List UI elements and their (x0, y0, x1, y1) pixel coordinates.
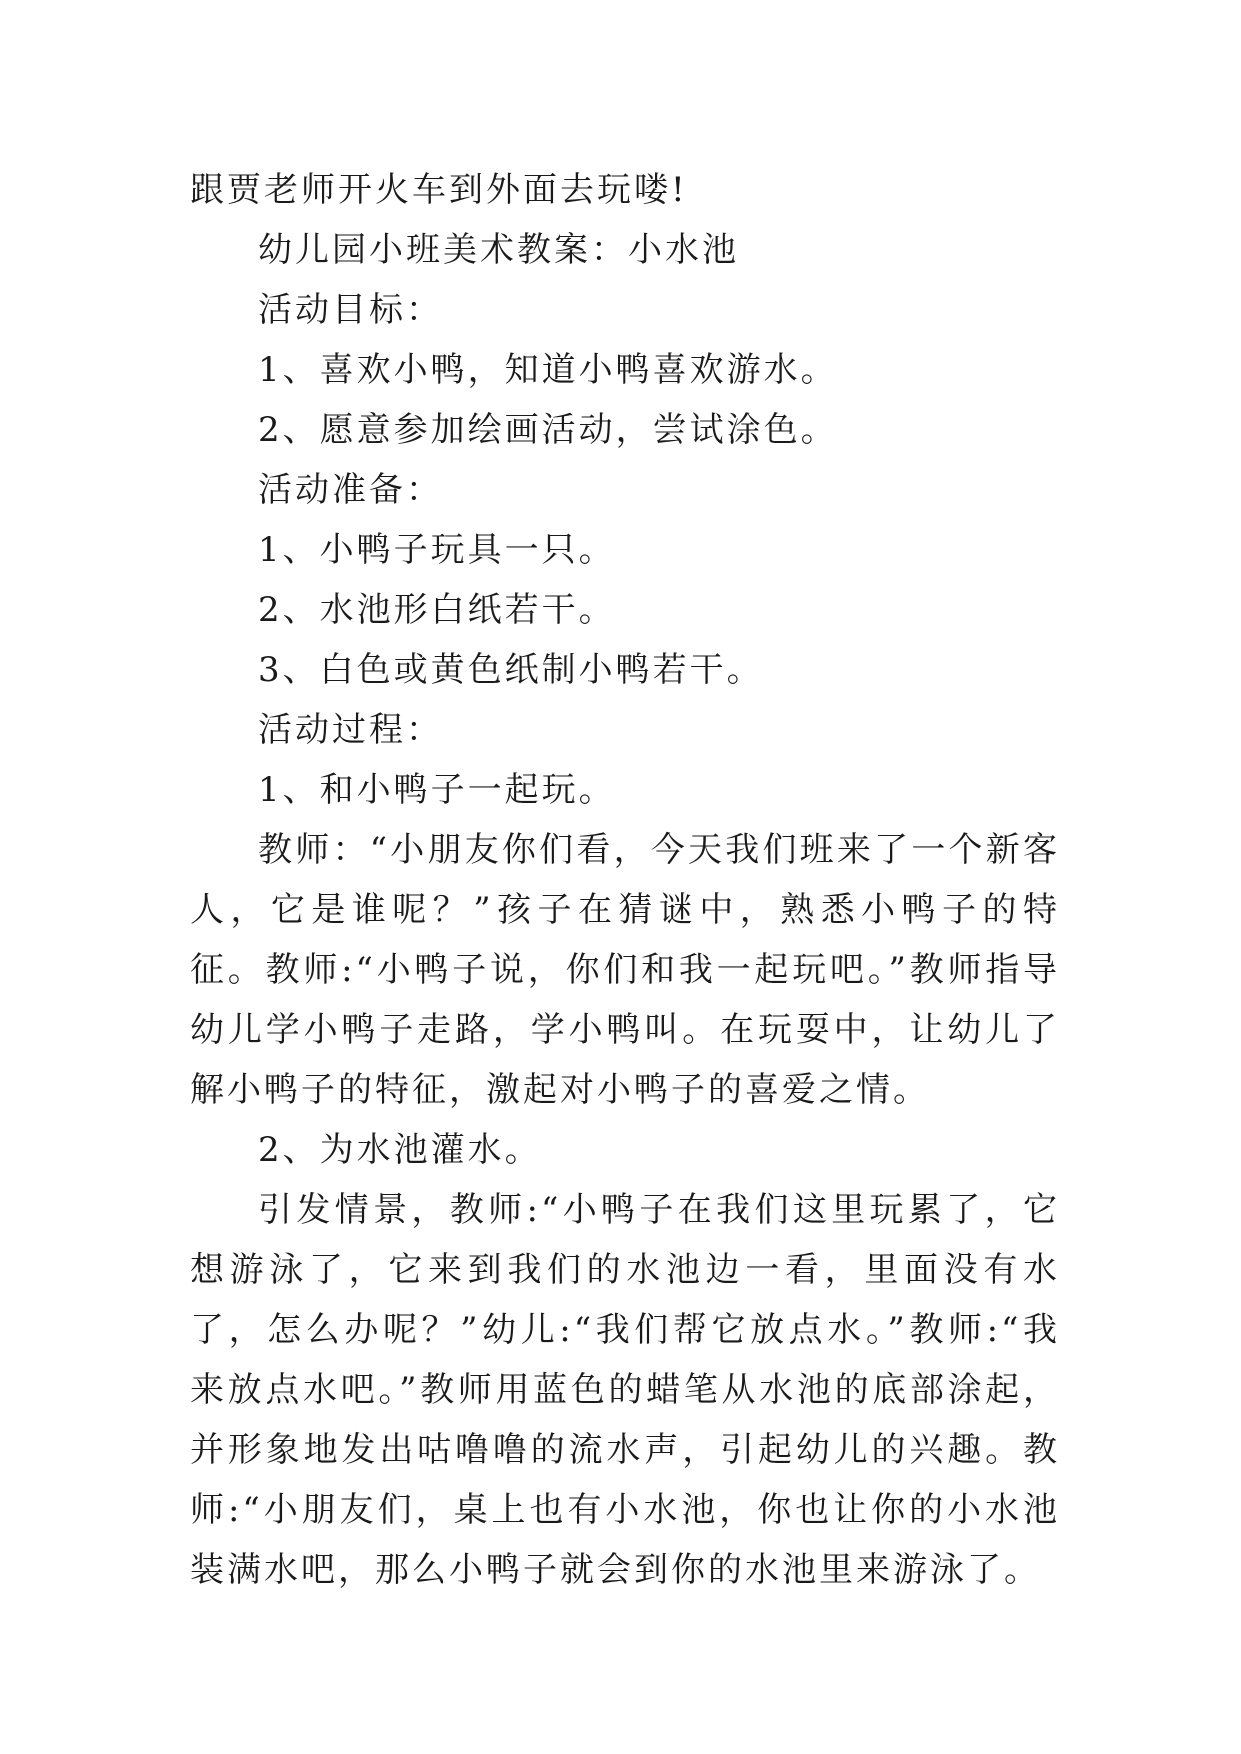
paragraph-continuation: 跟贾老师开火车到外面去玩喽! (190, 170, 688, 210)
section-heading-process: 活动过程： (258, 710, 443, 750)
preparation-item-1: 1、小鸭子玩具一只。 (258, 530, 616, 570)
process-step-2: 2、为水池灌水。 (258, 1130, 542, 1170)
preparation-item-2: 2、水池形白纸若干。 (258, 590, 616, 630)
process-step-1-body: 教师：“小朋友你们看，今天我们班来了一个新客人，它是谁呢？”孩子在猜谜中，熟悉小鸭子的特征。教师:“小鸭子说，你们和我一起玩吧。”教师指导幼儿学小鸭子走路，学小鸭叫。在玩耍中，让幼儿了解小鸭子的特征，激起对小鸭子的喜爱之情。 (190, 830, 1060, 1110)
section-heading-goals: 活动目标： (258, 290, 443, 330)
process-step-1: 1、和小鸭子一起玩。 (258, 770, 616, 810)
process-step-2-body: 引发情景，教师:“小鸭子在我们这里玩累了，它想游泳了，它来到我们的水池边一看，里面没有水了，怎么办呢？”幼儿:“我们帮它放点水。”教师:“我来放点水吧。”教师用蓝色的蜡笔从水池的底部涂起，并形象地发出咕噜噜的流水声，引起幼儿的兴趣。教师:“小朋友们，桌上也有小水池，你也让你的小水池装满水吧，那么小鸭子就会到你的水池里来游泳了。 (190, 1190, 1060, 1590)
goal-item-1: 1、喜欢小鸭，知道小鸭喜欢游水。 (258, 350, 838, 390)
preparation-item-3: 3、白色或黄色纸制小鸭若干。 (258, 650, 764, 690)
document-body (190, 160, 1060, 1600)
lesson-title: 幼儿园小班美术教案：小水池 (258, 230, 739, 270)
goal-item-2: 2、愿意参加绘画活动，尝试涂色。 (258, 410, 838, 450)
section-heading-preparation: 活动准备： (258, 470, 443, 510)
